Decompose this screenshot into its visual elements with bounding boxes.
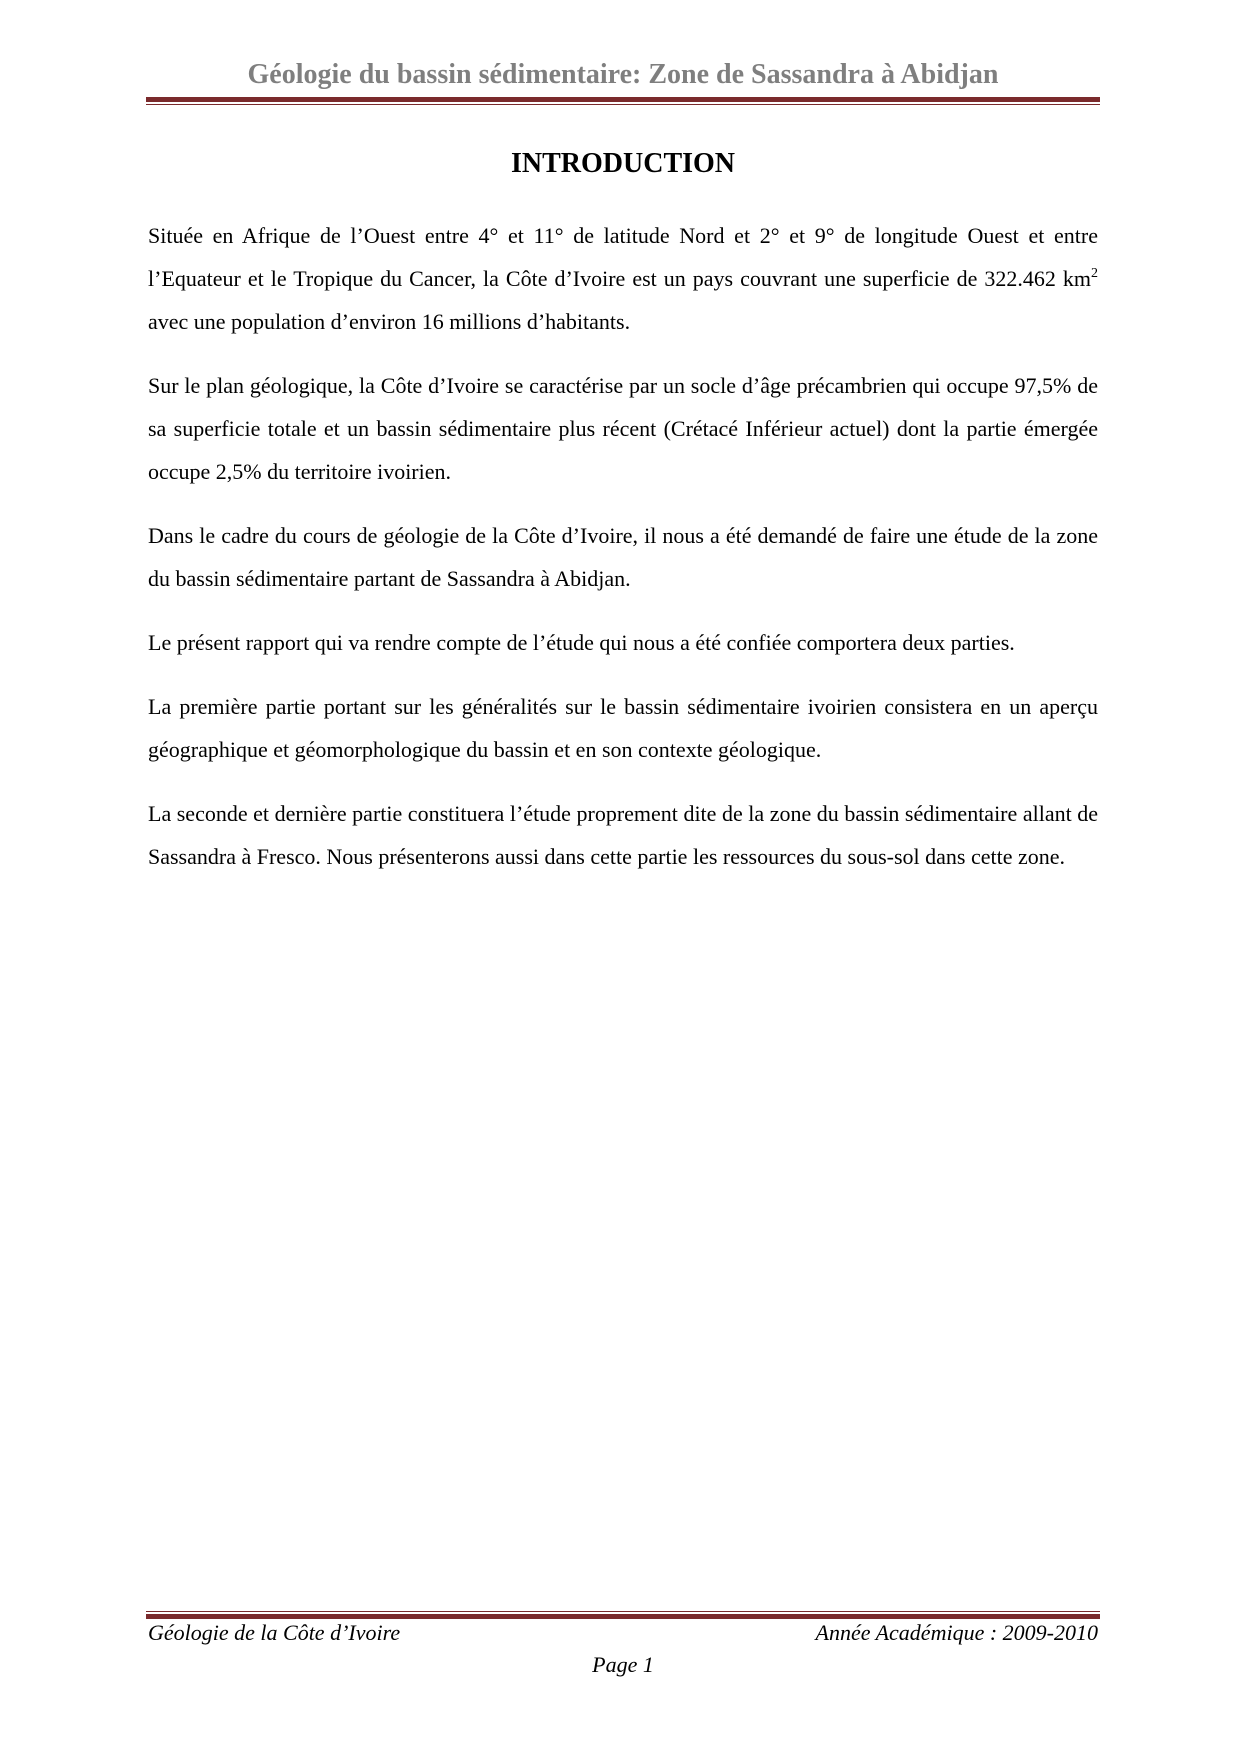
paragraph-text: avec une population d’environ 16 millions d’habitants. xyxy=(148,309,631,334)
page-header-title: Géologie du bassin sédimentaire: Zone de Sassandra à Abidjan xyxy=(247,59,999,90)
superscript: 2 xyxy=(1091,266,1098,281)
page-number: Page 1 xyxy=(592,1652,654,1677)
paragraph-text: Située en Afrique de l’Ouest entre 4° et 11° de latitude Nord et 2° et 9° de longitude Ouest et entre l’Equateur et le Tropique du Cancer, la Côte d’Ivoire est un pays couvrant une superficie de 322.462 km xyxy=(148,223,1098,291)
paragraph: La première partie portant sur les généralités sur le bassin sédimentaire ivoirien consistera en un aperçu géographique et géomorphologique du bassin et en son contexte géologique. xyxy=(148,694,1098,762)
paragraph: Dans le cadre du cours de géologie de la Côte d’Ivoire, il nous a été demandé de faire une étude de la zone du bassin sédimentaire partant de Sassandra à Abidjan. xyxy=(148,523,1098,591)
footer-academic-year: Année Académique : 2009-2010 xyxy=(815,1620,1098,1645)
footer-course-title: Géologie de la Côte d’Ivoire xyxy=(148,1620,401,1645)
section-heading: INTRODUCTION xyxy=(510,148,736,179)
paragraph xyxy=(148,214,1098,343)
paragraph: Le présent rapport qui va rendre compte de l’étude qui nous a été confiée comportera deux parties. xyxy=(148,630,1015,655)
document-body xyxy=(148,214,1098,899)
paragraph: La seconde et dernière partie constituera l’étude proprement dite de la zone du bassin sédimentaire allant de Sassandra à Fresco. Nous présenterons aussi dans cette partie les ressources du sous-sol dans cette zone. xyxy=(148,801,1098,869)
header-divider xyxy=(146,97,1100,105)
paragraph: Sur le plan géologique, la Côte d’Ivoire se caractérise par un socle d’âge précambrien qui occupe 97,5% de sa superficie totale et un bassin sédimentaire plus récent (Crétacé Inférieur actuel) dont la partie émergée occupe 2,5% du territoire ivoirien. xyxy=(148,373,1098,484)
